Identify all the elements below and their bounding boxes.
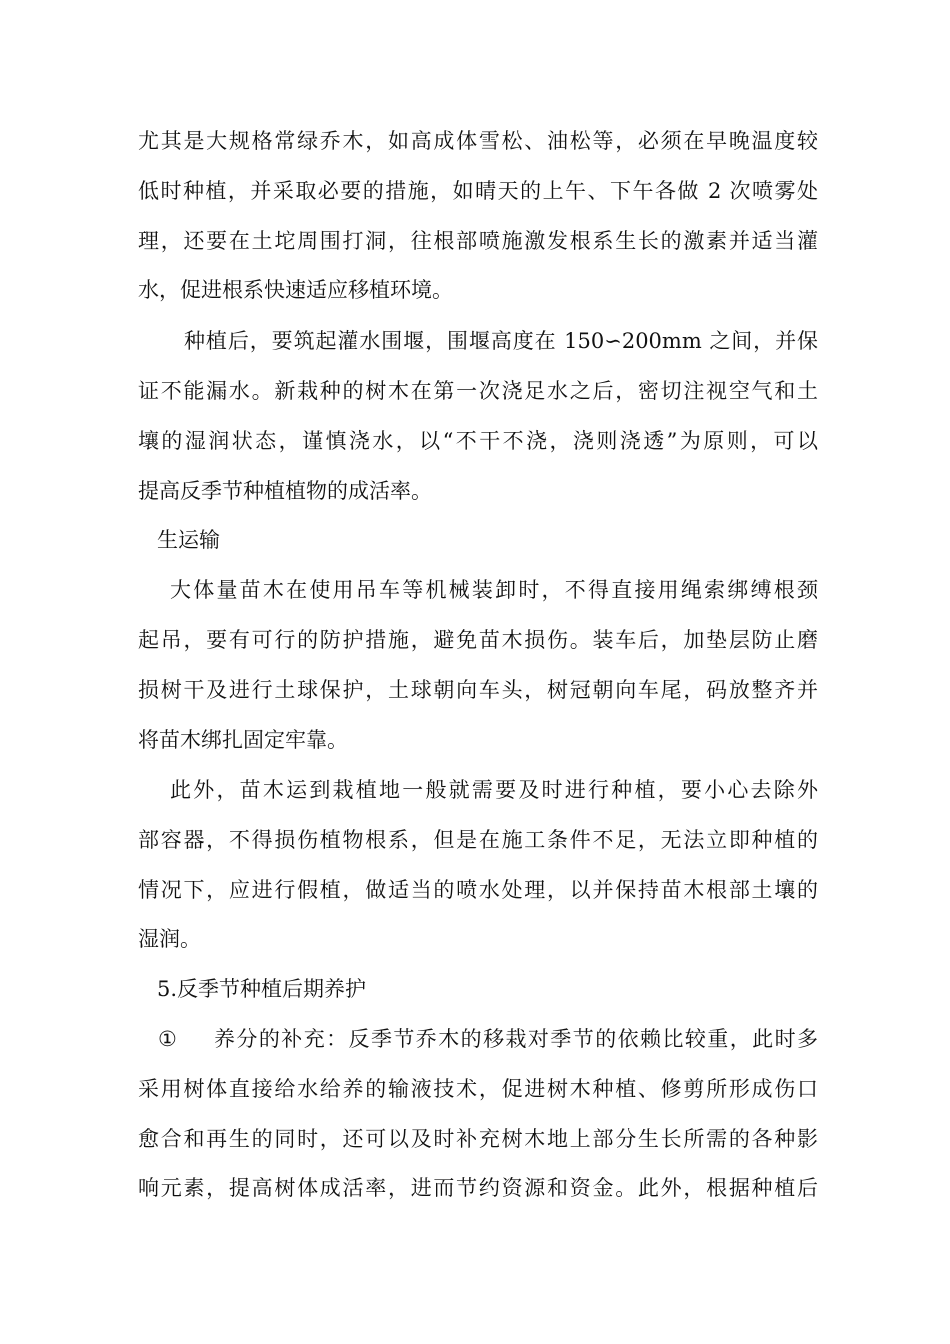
paragraph-4-line-2: 部容器，不得损伤植物根系，但是在施工条件不足，无法立即种植的 <box>138 828 818 852</box>
paragraph-3-line-3: 损树干及进行土球保护，土球朝向车头，树冠朝向车尾，码放整齐并 <box>138 678 818 702</box>
paragraph-3-line-2: 起吊，要有可行的防护措施，避免苗木损伤。装车后，加垫层防止磨 <box>138 628 818 652</box>
paragraph-1-line-3: 理，还要在土坨周围打洞，往根部喷施激发根系生长的激素并适当灌 <box>138 229 818 253</box>
paragraph-4-line-1: 此外，苗木运到栽植地一般就需要及时进行种植，要小心去除外 <box>170 778 818 802</box>
paragraph-1-line-2: 低时种植，并采取必要的措施，如晴天的上午、下午各做 2 次喷雾处 <box>138 179 818 203</box>
paragraph-3-line-1: 大体量苗木在使用吊车等机械装卸时，不得直接用绳索绑缚根颈 <box>170 578 818 602</box>
paragraph-5-line-3: 愈合和再生的同时，还可以及时补充树木地上部分生长所需的各种影 <box>138 1127 818 1151</box>
circled-number-marker: ① <box>158 1027 177 1051</box>
section-heading-transport: 生运输 <box>157 528 220 552</box>
paragraph-4-line-4: 湿润。 <box>138 927 201 951</box>
paragraph-2-line-2: 证不能漏水。新栽种的树木在第一次浇足水之后，密切注视空气和土 <box>138 379 818 403</box>
paragraph-1-line-1: 尤其是大规格常绿乔木，如高成体雪松、油松等，必须在早晚温度较 <box>138 129 818 153</box>
paragraph-2-line-1: 种植后，要筑起灌水围堰，围堰高度在 150∽200mm 之间，并保 <box>184 329 818 353</box>
paragraph-1-line-4: 水，促进根系快速适应移植环境。 <box>138 278 453 302</box>
paragraph-3-line-4: 将苗木绑扎固定牢靠。 <box>138 728 348 752</box>
section-heading-5: 5.反季节种植后期养护 <box>157 977 367 1001</box>
paragraph-5-line-2: 采用树体直接给水给养的输液技术，促进树木种植、修剪所形成伤口 <box>138 1077 818 1101</box>
paragraph-4-line-3: 情况下，应进行假植，做适当的喷水处理，以并保持苗木根部土壤的 <box>138 878 818 902</box>
paragraph-5-line-4: 响元素，提高树体成活率，进而节约资源和资金。此外，根据种植后 <box>138 1176 818 1200</box>
paragraph-5-line-1: 养分的补充：反季节乔木的移栽对季节的依赖比较重，此时多 <box>214 1027 818 1051</box>
paragraph-2-line-3: 壤的湿润状态，谨慎浇水，以“不干不浇，浇则浇透”为原则，可以 <box>138 429 818 453</box>
paragraph-2-line-4: 提高反季节种植植物的成活率。 <box>138 479 432 503</box>
